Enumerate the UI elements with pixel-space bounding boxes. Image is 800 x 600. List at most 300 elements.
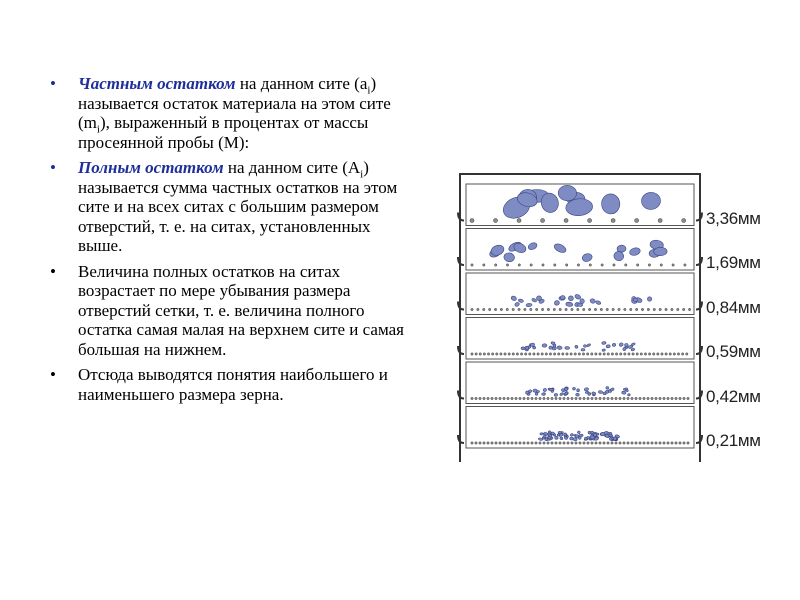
grain [521,347,525,350]
grain [584,437,587,441]
mesh-hole [541,308,543,310]
grain [577,431,580,434]
mesh-hole [594,308,596,310]
mesh-hole [583,442,585,444]
mesh-hole [541,353,543,355]
bullet-grain-size [44,365,414,404]
mesh-hole [575,397,577,399]
mesh-hole [531,442,533,444]
mesh-hole [591,353,593,355]
mesh-hole [547,308,549,310]
mesh-hole [559,442,561,444]
mesh-hole [587,442,589,444]
mesh-hole [565,264,567,266]
mesh-hole [543,442,545,444]
mesh-hole [665,353,667,355]
mesh-hole [518,264,520,266]
grain [584,387,589,391]
mesh-hole [543,397,545,399]
mesh-hole [575,442,577,444]
grain [555,436,559,439]
mesh-hole [574,353,576,355]
grain [589,298,595,304]
mesh-hole [524,308,526,310]
mesh-hole [566,353,568,355]
mesh-hole [503,442,505,444]
mesh-hole [530,264,532,266]
mesh-hole [577,308,579,310]
grain [540,433,544,435]
mesh-hole [665,308,667,310]
grain [560,437,563,440]
grain [602,349,606,352]
bullet-full-residue [44,158,414,256]
grain [575,345,579,349]
mesh-hole [563,397,565,399]
mesh-hole [524,353,526,355]
mesh-hole [659,397,661,399]
mesh-hole [504,353,506,355]
mesh-hole [491,353,493,355]
mesh-hole [675,397,677,399]
mesh-hole [562,353,564,355]
bullet-marker: • [50,74,56,93]
mesh-hole [547,442,549,444]
mesh-hole [487,442,489,444]
grain [558,431,561,433]
mesh-hole [647,442,649,444]
mesh-hole [487,353,489,355]
mesh-hole [619,397,621,399]
mesh-hole [479,353,481,355]
mesh-hole [518,308,520,310]
subscript: i [360,168,364,181]
mesh-hole [588,308,590,310]
mesh-hole [619,353,621,355]
grain [629,247,641,257]
mesh-hole [541,218,545,222]
grain [553,242,567,254]
mesh-hole [553,353,555,355]
mesh-hole [519,442,521,444]
bullet-text: на данном сите (a [235,74,368,93]
mesh-hole [607,442,609,444]
mesh-hole [499,442,501,444]
mesh-hole [683,442,685,444]
mesh-hole [686,353,688,355]
mesh-hole [508,353,510,355]
mesh-hole [599,353,601,355]
grain [621,391,626,395]
sieve-size-label: 0,21мм [706,431,761,450]
mesh-hole [567,397,569,399]
mesh-hole [483,442,485,444]
grain [551,432,554,435]
grain [587,343,591,347]
bullet-text: ) называется сумма частных остатков на этом сите и на всех ситах с большим размером отверстий, т. е. на ситах, установленных выше. [78,158,398,255]
grain [542,344,547,348]
mesh-hole [495,397,497,399]
mesh-hole [659,442,661,444]
mesh-hole [507,442,509,444]
mesh-hole [567,442,569,444]
sieve-size-label: 0,84мм [706,297,761,317]
mesh-hole [516,353,518,355]
mesh-hole [471,353,473,355]
grain [633,298,637,301]
grain [602,341,607,344]
mesh-hole [611,397,613,399]
mesh-hole [651,397,653,399]
mesh-hole [639,397,641,399]
mesh-hole [627,397,629,399]
bullet-text: Величина полных остатков на ситах возрастает по мере убывания размера отверстий сетки, т. е. величина полного остатка самая малая на верхнем сите и самая большая на нижнем. [78,261,404,359]
mesh-hole [551,397,553,399]
grain [545,437,548,441]
mesh-hole [667,397,669,399]
mesh-hole [671,442,673,444]
mesh-hole [555,397,557,399]
mesh-hole [603,353,605,355]
mesh-hole [611,353,613,355]
mesh-hole [579,442,581,444]
mesh-hole [682,218,686,222]
mesh-hole [483,353,485,355]
grain [593,433,596,436]
bullet-marker: • [50,261,56,281]
grain [558,185,577,201]
grain [579,434,584,437]
mesh-hole [511,397,513,399]
mesh-hole [687,442,689,444]
mesh-hole [635,308,637,310]
mesh-hole [658,218,662,222]
mesh-hole [639,442,641,444]
grain [566,302,574,307]
mesh-hole [519,397,521,399]
grain [628,394,631,396]
mesh-hole [559,308,561,310]
grain [518,299,524,303]
grain [560,392,564,396]
grain [654,247,668,256]
mesh-hole [672,264,674,266]
mesh-hole [563,442,565,444]
mesh-hole [506,308,508,310]
grain [581,349,585,351]
subscript: i [96,123,100,136]
mesh-hole [496,353,498,355]
mesh-hole [494,218,498,222]
mesh-hole [595,397,597,399]
grain [606,345,610,348]
sieve-lid [460,174,700,182]
mesh-hole [475,397,477,399]
mesh-hole [487,397,489,399]
grain [641,191,662,210]
grain [503,252,515,262]
mesh-hole [475,353,477,355]
mesh-hole [479,442,481,444]
mesh-hole [624,353,626,355]
mesh-hole [527,397,529,399]
mesh-hole [531,397,533,399]
sieve-size-label: 1,69мм [706,253,761,272]
mesh-hole [681,353,683,355]
grain [551,390,554,392]
mesh-hole [471,442,473,444]
mesh-hole [641,308,643,310]
mesh-hole [483,264,485,266]
mesh-hole [491,397,493,399]
grain [598,390,603,394]
bullet-text: на данном сите (A [223,158,361,177]
mesh-hole [583,308,585,310]
mesh-hole [647,397,649,399]
mesh-hole [647,308,649,310]
mesh-hole [471,308,473,310]
mesh-hole [655,442,657,444]
mesh-hole [648,353,650,355]
mesh-hole [588,218,592,222]
grain [574,294,581,300]
mesh-hole [483,397,485,399]
mesh-hole [578,353,580,355]
grain [572,387,575,390]
grain [551,342,555,345]
mesh-hole [679,442,681,444]
grain [554,393,558,396]
mesh-hole [553,308,555,310]
mesh-hole [606,308,608,310]
grain [606,386,609,389]
grain [527,241,538,251]
bullet-list [44,74,414,410]
grain [619,342,624,347]
mesh-hole [586,353,588,355]
mesh-hole [636,353,638,355]
mesh-hole [564,218,568,222]
mesh-hole [527,442,529,444]
mesh-hole [599,442,601,444]
mesh-hole [477,308,479,310]
mesh-hole [530,308,532,310]
grain [577,389,580,392]
mesh-hole [677,308,679,310]
mesh-hole [611,218,615,222]
mesh-hole [648,264,650,266]
mesh-hole [577,264,579,266]
mesh-hole [591,397,593,399]
grain [533,389,538,393]
mesh-hole [663,397,665,399]
mesh-hole [506,264,508,266]
mesh-hole [671,397,673,399]
bullet-marker: • [50,158,56,177]
mesh-hole [653,308,655,310]
mesh-hole [653,353,655,355]
grain [570,433,574,436]
mesh-hole [488,308,490,310]
mesh-hole [520,353,522,355]
mesh-hole [535,397,537,399]
mesh-hole [494,308,496,310]
mesh-hole [640,353,642,355]
grain [590,436,594,439]
mesh-hole [659,308,661,310]
mesh-hole [499,397,501,399]
mesh-hole [517,218,521,222]
mesh-hole [657,353,659,355]
mesh-hole [607,397,609,399]
mesh-hole [579,397,581,399]
mesh-hole [475,442,477,444]
mesh-hole [471,397,473,399]
grain [510,295,517,301]
bullet-partial-residue [44,74,414,152]
grain [549,346,552,349]
grain [543,388,547,392]
mesh-hole [618,308,620,310]
mesh-hole [635,442,637,444]
mesh-hole [682,308,684,310]
grain [526,303,532,307]
mesh-hole [651,442,653,444]
sieve-size-label: 0,59мм [706,342,761,361]
grain [514,302,520,307]
mesh-hole [687,397,689,399]
grain [542,393,546,395]
mesh-hole [535,308,537,310]
mesh-hole [533,353,535,355]
mesh-hole [660,264,662,266]
mesh-hole [655,397,657,399]
mesh-hole [547,397,549,399]
mesh-hole [673,353,675,355]
mesh-hole [607,353,609,355]
mesh-hole [625,264,627,266]
grain [581,253,593,263]
mesh-hole [595,353,597,355]
mesh-hole [628,353,630,355]
mesh-hole [571,442,573,444]
mesh-hole [595,442,597,444]
mesh-hole [483,308,485,310]
mesh-hole [511,442,513,444]
mesh-hole [539,442,541,444]
mesh-hole [494,264,496,266]
mesh-hole [615,353,617,355]
mesh-hole [631,397,633,399]
mesh-hole [555,442,557,444]
mesh-hole [619,442,621,444]
mesh-hole [683,397,685,399]
mesh-hole [591,442,593,444]
grain [603,392,606,395]
mesh-hole [571,397,573,399]
mesh-hole [523,442,525,444]
mesh-hole [684,264,686,266]
mesh-hole [601,264,603,266]
mesh-hole [570,353,572,355]
mesh-hole [535,442,537,444]
mesh-hole [589,264,591,266]
mesh-hole [537,353,539,355]
mesh-hole [500,353,502,355]
mesh-hole [630,308,632,310]
mesh-hole [644,353,646,355]
grain [568,295,574,301]
mesh-hole [507,397,509,399]
mesh-hole [582,353,584,355]
grain [560,295,565,299]
mesh-hole [623,442,625,444]
mesh-hole [470,218,474,222]
mesh-hole [539,397,541,399]
grain [583,344,587,347]
mesh-hole [603,442,605,444]
mesh-hole [603,397,605,399]
grain [610,387,615,391]
mesh-hole [632,353,634,355]
term-partial-residue: Частным остатком [78,74,236,93]
mesh-hole [613,264,615,266]
grain [625,344,629,347]
mesh-hole [515,442,517,444]
grain [601,193,620,214]
mesh-hole [624,308,626,310]
sieve-size-label: 3,36мм [706,208,761,228]
mesh-hole [523,397,525,399]
mesh-hole [615,397,617,399]
mesh-hole [636,264,638,266]
mesh-hole [643,442,645,444]
mesh-hole [627,442,629,444]
mesh-hole [611,442,613,444]
mesh-hole [675,442,677,444]
mesh-hole [671,308,673,310]
mesh-hole [545,353,547,355]
mesh-hole [669,353,671,355]
grain [647,296,653,302]
mesh-hole [554,264,556,266]
mesh-hole [512,353,514,355]
bullet-residue-growth [44,262,414,360]
bullet-text: Отсюда выводятся понятия наибольшего и наименьшего размера зерна. [78,365,388,404]
mesh-hole [512,308,514,310]
mesh-hole [551,442,553,444]
mesh-hole [571,308,573,310]
sieve-size-label: 0,42мм [706,386,761,406]
mesh-hole [479,397,481,399]
mesh-hole [688,308,690,310]
mesh-hole [549,353,551,355]
mesh-hole [635,218,639,222]
grain [591,391,596,395]
mesh-hole [615,442,617,444]
mesh-hole [600,308,602,310]
mesh-hole [631,442,633,444]
mesh-hole [529,353,531,355]
term-full-residue: Полным остатком [78,158,224,177]
mesh-hole [565,308,567,310]
grain [554,300,560,306]
mesh-hole [500,308,502,310]
mesh-hole [542,264,544,266]
grain [565,346,570,349]
subscript: i [367,84,371,97]
mesh-hole [515,397,517,399]
